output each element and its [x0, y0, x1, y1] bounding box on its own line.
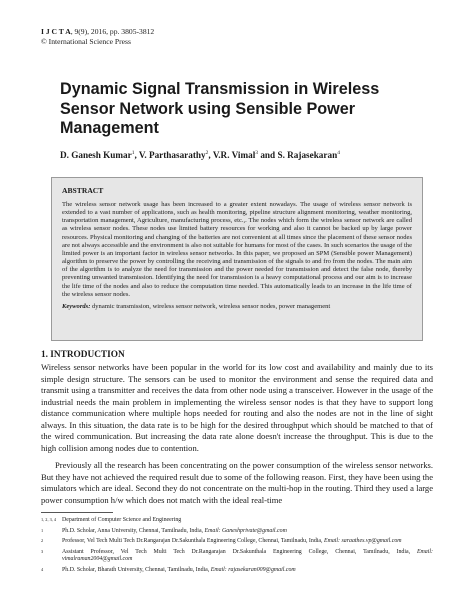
- author-affiliation-mark: 2: [205, 150, 209, 156]
- keywords-label: Keywords:: [62, 302, 91, 310]
- footnote: [41, 528, 433, 535]
- title-line: Sensor Network using Sensible Power: [60, 99, 356, 118]
- footnote: [41, 538, 433, 545]
- body-paragraph: Previously all the research has been concentrating on the power consumption of the wireless sensor networks. But they have not achieved the required result due to some of the following reason. First, they have been using the simulators which are ideal. Second they do not concentrate on the multi-hop in the routing. Third they used a large power consumption h/w which does not match with the ideal real-time: [41, 460, 433, 505]
- footnote-email-label: Email:: [204, 527, 221, 534]
- author-affiliation-mark: 3: [255, 150, 259, 156]
- author-separator: ,: [208, 150, 213, 161]
- author-name: V.R. Vimal: [212, 150, 256, 161]
- footnote-text: Ph.D. Scholar, Anna University, Chennai, Tamilnadu, India,: [62, 527, 205, 534]
- abstract-box: [51, 177, 423, 341]
- footnote-mark: 4: [41, 566, 44, 572]
- footnote-email: vimalraman2004@gmail.com: [62, 555, 133, 562]
- journal-abbrev: I J C T A: [41, 27, 71, 36]
- footnote-email: Ganeshprivate@gmail.com: [220, 527, 287, 534]
- body-paragraph: Wireless sensor networks have been popular in the world for its low cost and availability and mainly due to its simple design structure. The sensors can be used to monitor the environment and sense the required data and transmit using a transmitter and receives the data from other node using a transceiver. However in the usage of the industrial needs the main problem in implementing the wireless sensor nodes is that they have to support long distance communication where multiple hops needed for routing and also the nodes are not in the line of sight always. In this situation, the data rate is to be high for the desired throughput which should be matched to that of the wired communication. But increasing the data rate alone doesn't increase the throughput. This is due to the high collision among nodes due to contention.: [41, 362, 433, 453]
- footnote: [41, 549, 433, 563]
- journal-header: [41, 27, 154, 46]
- footnote: [41, 567, 433, 574]
- footnote-email-label: Email:: [416, 548, 433, 555]
- footnote-mark: 1, 2, 3, 4: [41, 517, 57, 522]
- footnote-text: Assistant Professor, Vel Tech Multi Tech Dr.Rangarajan Dr.Sakunthala Engineering College, Chennai, Tamilnadu, India,: [62, 548, 417, 555]
- title-line: Management: [60, 119, 159, 137]
- footnote-mark: 2: [41, 538, 44, 544]
- paper-title: [60, 80, 420, 139]
- author-separator: ,: [134, 150, 139, 161]
- footnotes: [41, 517, 433, 577]
- section-heading: 1. INTRODUCTION: [41, 350, 125, 360]
- author-affiliation-mark: 1: [131, 150, 135, 156]
- footnote-mark: 3: [41, 548, 44, 554]
- footnote-text: Ph.D. Scholar, Bharath University, Chennai, Tamilnadu, India,: [62, 566, 211, 573]
- footnote-text: Department of Computer Science and Engineering: [62, 517, 182, 523]
- author-name: S. Rajasekaran: [277, 150, 338, 161]
- journal-citation: [41, 27, 154, 37]
- footnote-email: rajasekaran009@gmail.com: [226, 566, 296, 573]
- footnote-email: saraathes.vp@gmail.com: [340, 538, 402, 545]
- footnote-mark: 1: [41, 527, 44, 533]
- title-line: Dynamic Signal Transmission in Wireless: [60, 80, 380, 98]
- author-separator: and: [258, 150, 278, 161]
- abstract-heading: ABSTRACT: [62, 186, 104, 195]
- footnote-text: Professor, Vel Tech Multi Tech Dr.Rangarajan Dr.Sakunthala Engineering College, Chennai, Tamilnadu, India,: [62, 538, 324, 545]
- footnote: [41, 517, 433, 524]
- keywords: [62, 303, 412, 311]
- abstract-text: The wireless sensor network usage has been increased to a greater extent nowadays. The usage of wireless sensor network is extended to a vast number of applications, such as health monitoring, pipeline structure alignment monitoring, weather monitoring, transportation management, Agriculture, manufacturing process, etc.,. The nodes which form the wireless sensor network are called as wireless sensor nodes. These nodes use limited battery resources for working and also it cannot be backed up by large power resources. Physical monitoring and changing of the batteries are not convenient at all times since the placement of these sensor nodes are not always accessible and the environment is also not suitable for humans for most of the cases. In such scenarios the usage of the limited power is an important factor in wireless sensor networks. In this paper, we proposed an SPM (Sensible power Management) algorithm to preserve the power by controlling the receiving and transmission of the signals to and fro from the nodes. The main aim of the algorithm is to analyze the need for transmission and the power needed for transmission and detect the false node, thereby preventing unwanted transmission. Identifying the need for transmission is a heavy computational process and our aim is to increase the life time of the nodes and also to reduce the computation time needed. This automatically leads to an increase in the life time of the wireless sensor nodes.: [62, 201, 412, 298]
- journal-copyright: © International Science Press: [41, 36, 131, 46]
- footnote-divider: [41, 512, 113, 513]
- footnote-email-label: Email:: [323, 538, 341, 545]
- author-name: D. Ganesh Kumar: [60, 150, 132, 161]
- journal-volume-pages: , 9(9), 2016, pp. 3805-3812: [70, 27, 155, 36]
- author-affiliation-mark: 4: [337, 150, 340, 156]
- author-name: V. Parthasarathy: [138, 150, 206, 161]
- footnote-email-label: Email:: [210, 566, 227, 573]
- author-list: [60, 150, 340, 160]
- keywords-list: dynamic transmission, wireless sensor network, wireless sensor nodes, power management: [90, 302, 331, 310]
